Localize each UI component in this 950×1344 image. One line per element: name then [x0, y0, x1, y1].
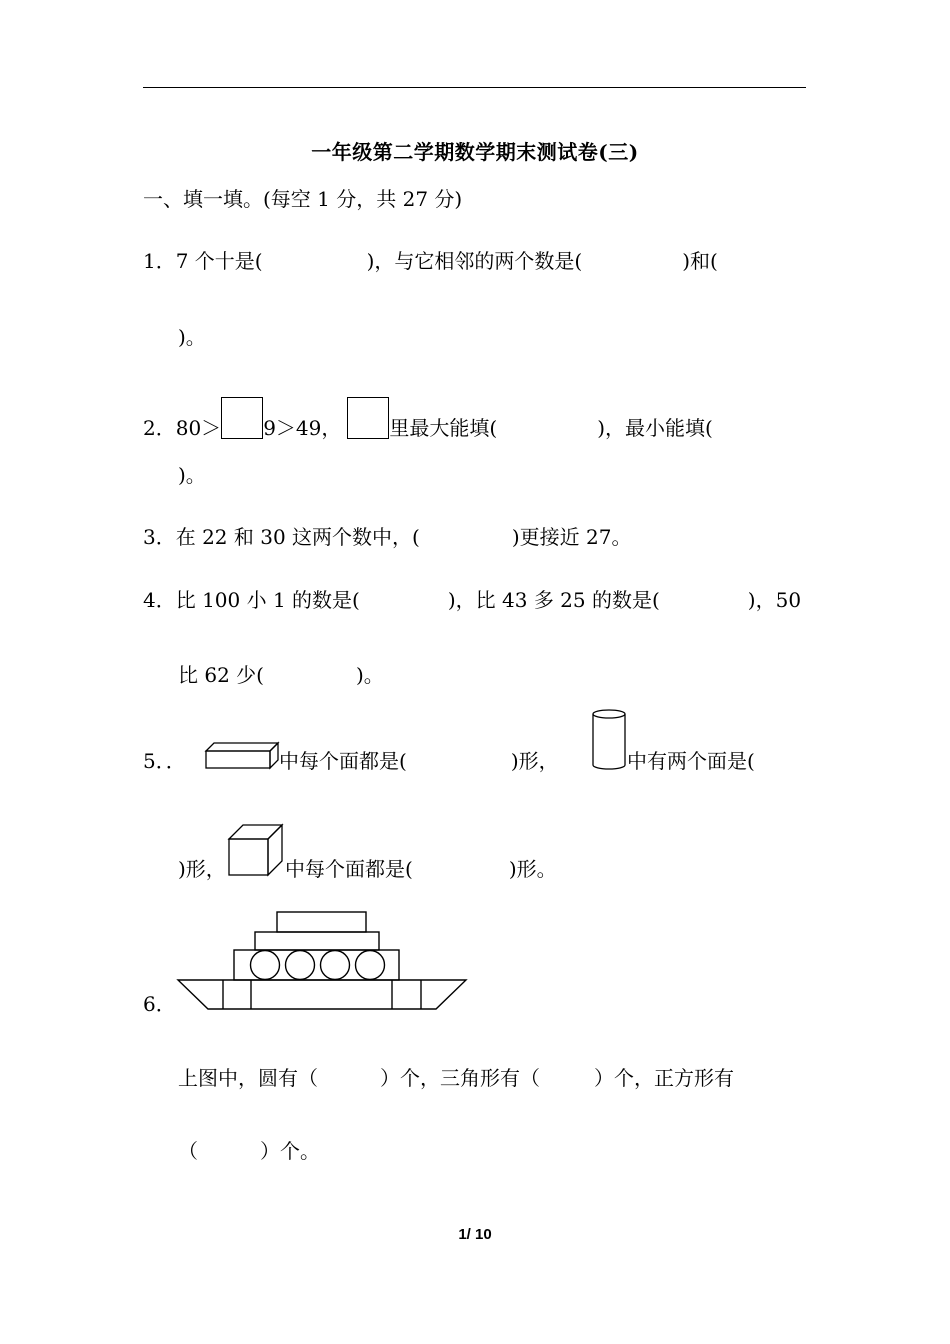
question-5-cont	[178, 856, 226, 882]
question-6-cont	[178, 1138, 320, 1164]
q5-text-e: )形，	[178, 857, 226, 881]
question-1-cont	[178, 324, 206, 350]
q3-text-a: 3．在 22 和 30 这两个数中，(	[143, 525, 420, 549]
q1-text-d: )。	[178, 325, 206, 349]
question-2-cont	[178, 462, 206, 488]
q4-text-b: )，比 43 多 25 的数是(	[447, 588, 660, 612]
question-5-part	[279, 748, 559, 774]
question-1	[143, 248, 718, 274]
q5-text-d: 中有两个面是(	[627, 749, 755, 773]
q5-text-b: 中每个面都是(	[279, 749, 407, 773]
q4-text-c: )，50	[747, 588, 802, 612]
cube-figure	[228, 824, 286, 878]
question-6	[178, 1065, 734, 1091]
answer-box-1[interactable]	[221, 397, 263, 439]
page-number: 1/ 10	[458, 1226, 492, 1243]
q6-text-d: （	[178, 1139, 198, 1163]
q6-text-e: ）个。	[260, 1139, 320, 1163]
q5-text-f: 中每个面都是(	[285, 857, 413, 881]
answer-box-2	[347, 397, 389, 439]
question-5-part-2	[627, 748, 755, 774]
q5-text-g: )形。	[508, 857, 557, 881]
question-5	[143, 748, 186, 774]
question-4-cont	[178, 662, 384, 688]
q1-text-b: )，与它相邻的两个数是(	[366, 249, 583, 273]
q2-text-d: )，最小能填(	[597, 416, 713, 440]
q2-text-c: 里最大能填(	[389, 416, 498, 440]
q5-text-c: )形，	[510, 749, 559, 773]
top-rule	[143, 87, 806, 88]
question-2	[143, 397, 713, 441]
q6-text-a: 上图中，圆有（	[178, 1066, 318, 1090]
cylinder-figure	[591, 709, 629, 771]
q6-text-c: ）个，正方形有	[594, 1066, 734, 1090]
q2-text-a: 2．80＞	[143, 416, 222, 440]
page-title: 一年级第二学期数学期末测试卷(三)	[311, 140, 639, 164]
question-5-cont-2	[285, 856, 557, 882]
question-3	[143, 524, 631, 550]
boat-figure	[176, 910, 468, 1012]
boat-circle-2	[286, 951, 315, 980]
q4-text-d: 比 62 少(	[178, 663, 264, 687]
cuboid-figure	[206, 743, 280, 771]
q4-text-a: 4．比 100 小 1 的数是(	[143, 588, 360, 612]
q5-text-a: 5．．	[143, 749, 186, 773]
boat-circle-1	[251, 951, 280, 980]
section-heading: 一、填一填。(每空 1 分，共 27 分)	[143, 187, 463, 211]
boat-circle-3	[321, 951, 350, 980]
q6-text-b: ）个，三角形有（	[380, 1066, 540, 1090]
q2-text-b: 9＞49，	[263, 416, 342, 440]
q4-text-e: )。	[355, 663, 384, 687]
boat-cabin-top	[277, 912, 366, 932]
q1-text-a: 1．7 个十是(	[143, 249, 263, 273]
question-4	[143, 587, 801, 613]
question-6-number: 6．	[143, 992, 176, 1016]
q3-text-b: )更接近 27。	[511, 525, 632, 549]
q2-text-e: )。	[178, 463, 206, 487]
boat-hull	[178, 980, 466, 1009]
boat-cabin-middle	[255, 932, 379, 950]
boat-deck-band	[234, 950, 399, 980]
q1-text-c: )和(	[682, 249, 718, 273]
boat-circle-4	[356, 951, 385, 980]
